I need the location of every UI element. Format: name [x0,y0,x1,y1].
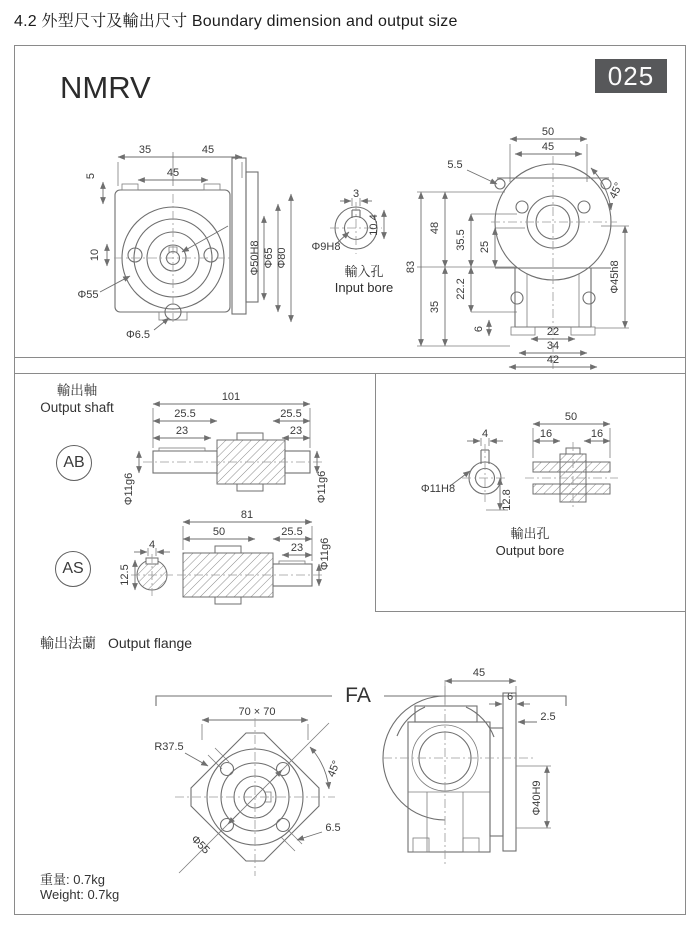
dim-35: 35 [138,144,152,156]
dim-45-top: 45 [201,144,215,156]
dim-22-2: 22.2 [455,278,467,300]
input-bore-label-en: Input bore [334,280,394,295]
dim-phi65: Φ65 [263,247,275,269]
as-shaft-drawing [85,508,380,620]
dim-35-5: 35.5 [455,229,467,251]
dim-as-50: 50 [212,526,226,538]
dim-48: 48 [429,221,441,235]
dim-83: 83 [405,260,417,274]
dim-23-right: 23 [289,425,303,437]
dim-phi50h8: Φ50H8 [249,240,261,276]
variant-tag-ab: AB [56,445,92,481]
dim-flange-phi55: Φ55 [188,833,212,857]
dim-as-phi11g6: Φ11g6 [319,537,331,571]
output-bore-box-bottom-edge [375,611,686,612]
dim-phi11h8: Φ11H8 [420,483,456,495]
dim-phi11g6-left: Φ11g6 [123,472,135,506]
dim-phi11g6-right: Φ11g6 [316,470,328,504]
dim-2-5: 2.5 [540,711,556,723]
output-shaft-label-cn: 輸出軸 [56,383,98,398]
dim-5: 5 [85,172,97,180]
flange-front-drawing [125,702,370,902]
dim-12-5: 12.5 [119,564,131,586]
output-shaft-label-en: Output shaft [40,400,114,415]
output-flange-heading-cn: 輸出法蘭 [40,635,96,651]
dim-50: 50 [541,126,555,138]
dim-25: 25 [479,240,491,254]
dim-phi55: Φ55 [77,289,99,301]
front-view-drawing [70,128,335,373]
dim-42: 42 [546,354,560,366]
dim-10: 10 [89,248,101,262]
page-title: 4.2 外型尺寸及輸出尺寸 Boundary dimension and output size [14,13,458,30]
dim-phi80: Φ80 [276,247,288,269]
dim-ob-4: 4 [481,428,489,440]
dim-101: 101 [221,391,241,403]
dim-phi9h8: Φ9H8 [311,241,341,253]
output-flange-heading [40,633,192,653]
output-bore-drawing [400,408,685,578]
dim-10-4: 10.4 [368,214,380,236]
dim-phi6-5: Φ6.5 [125,329,151,341]
input-bore-label-cn: 輸入孔 [344,264,384,279]
dim-45deg: 45° [607,180,626,201]
weight-note [40,872,119,902]
dim-phi40h9: Φ40H9 [531,780,543,816]
dim-16-left: 16 [539,428,553,440]
dim-12-8: 12.8 [501,489,513,511]
dim-25-5-right: 25.5 [280,408,302,420]
dim-flange-6: 6 [506,691,514,703]
dim-45: 45 [541,141,555,153]
output-shaft-label [22,382,132,416]
dim-23-left: 23 [175,425,189,437]
dim-6: 6 [473,325,485,333]
fa-tag: FA [345,684,371,707]
dim-25-5-left: 25.5 [174,408,196,420]
side-view-drawing [405,122,665,377]
dim-as-4: 4 [148,539,156,551]
dim-ob-50: 50 [564,411,578,423]
dim-r37-5: R37.5 [154,741,184,753]
flange-side-drawing [375,662,585,874]
dim-35: 35 [429,300,441,314]
weight-en: Weight: 0.7kg [40,887,120,902]
output-bore-label-cn: 輸出孔 [510,526,550,541]
size-badge: 025 [595,59,667,93]
model-name: NMRV [60,70,151,105]
dim-6-5: 6.5 [325,822,341,834]
dim-phi45h8: Φ45h8 [609,260,621,294]
dim-34: 34 [546,340,560,352]
dim-5-5: 5.5 [447,159,463,171]
dim-16-right: 16 [590,428,604,440]
output-bore-label-en: Output bore [495,543,565,558]
weight-cn: 重量: 0.7kg [40,872,106,887]
dim-70x70: 70 × 70 [238,706,276,718]
output-flange-heading-en: Output flange [108,635,193,651]
dim-45-inner: 45 [166,167,180,179]
dim-22: 22 [546,326,560,338]
variant-tag-as: AS [55,551,91,587]
dim-81: 81 [240,509,254,521]
dim-as-23: 23 [290,542,304,554]
dim-3: 3 [352,188,360,200]
dim-as-25-5: 25.5 [281,526,303,538]
dim-flange-45deg: 45° [325,758,343,779]
ab-shaft-drawing [125,388,375,513]
dim-flange-45: 45 [472,667,486,679]
